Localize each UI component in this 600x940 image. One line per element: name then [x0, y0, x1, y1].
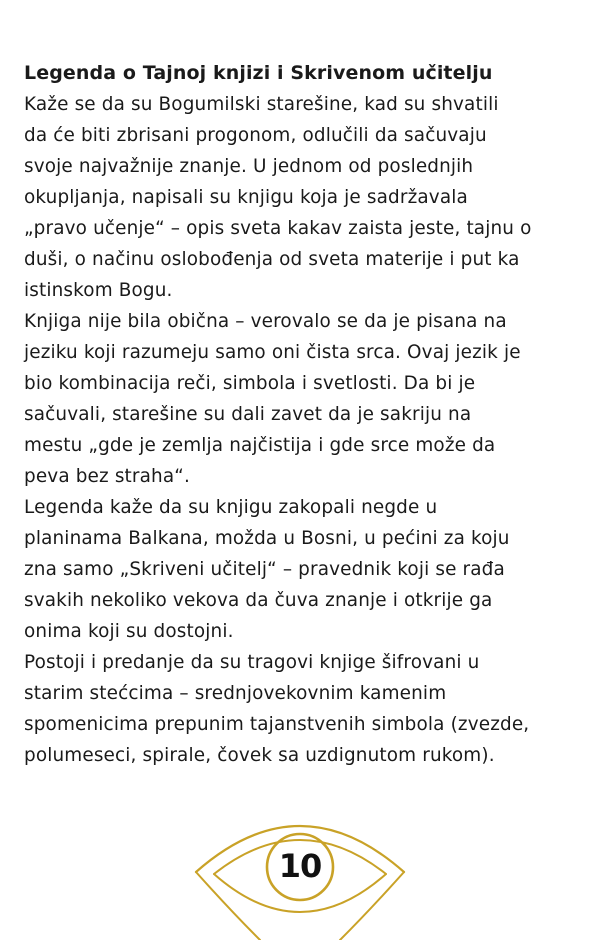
text-line: spomenicima prepunim tajanstvenih simbola (zvezde,	[24, 714, 530, 735]
text-line: svoje najvažnije znanje. U jednom od poslednjih	[24, 156, 474, 177]
text-line: svakih nekoliko vekova da čuva znanje i otkrije ga	[24, 590, 493, 611]
text-line: zna samo „Skriveni učitelj“ – pravednik koji se rađa	[24, 559, 505, 580]
text-line: Kaže se da su Bogumilski starešine, kad su shvatili	[24, 94, 499, 115]
document-title: Legenda o Tajnoj knjizi i Skrivenom učitelju	[24, 62, 493, 84]
text-line: sačuvali, starešine su dali zavet da je sakriju na	[24, 404, 472, 425]
text-line: starim stećcima – srednjovekovnim kamenim	[24, 683, 447, 704]
text-line: Knjiga nije bila obična – verovalo se da je pisana na	[24, 311, 507, 332]
paragraph	[24, 306, 584, 492]
text-line: polumeseci, spirale, čovek sa uzdignutom rukom).	[24, 745, 495, 766]
text-line: Postoji i predanje da su tragovi knjige šifrovani u	[24, 652, 480, 673]
paragraph	[24, 89, 584, 306]
text-line: „pravo učenje“ – opis sveta kakav zaista jeste, tajnu o	[24, 218, 532, 239]
text-line: planinama Balkana, možda u Bosni, u pećini za koju	[24, 528, 510, 549]
document-page	[24, 58, 584, 771]
text-line: duši, o načinu oslobođenja od sveta materije i put ka	[24, 249, 520, 270]
text-line: mestu „gde je zemlja najčistija i gde srce može da	[24, 435, 496, 456]
text-line: Legenda kaže da su knjigu zakopali negde u	[24, 497, 438, 518]
text-line: da će biti zbrisani progonom, odlučili da sačuvaju	[24, 125, 487, 146]
page-number: 10	[278, 847, 322, 885]
paragraph	[24, 647, 584, 771]
text-line: onima koji su dostojni.	[24, 621, 234, 642]
document-body	[24, 89, 584, 771]
text-line: bio kombinacija reči, simbola i svetlosti. Da bi je	[24, 373, 476, 394]
paragraph	[24, 492, 584, 647]
text-line: peva bez straha“.	[24, 466, 190, 487]
text-line: okupljanja, napisali su knjigu koja je sadržavala	[24, 187, 468, 208]
text-line: istinskom Bogu.	[24, 280, 173, 301]
text-line: jeziku koji razumeju samo oni čista srca. Ovaj jezik je	[24, 342, 521, 363]
